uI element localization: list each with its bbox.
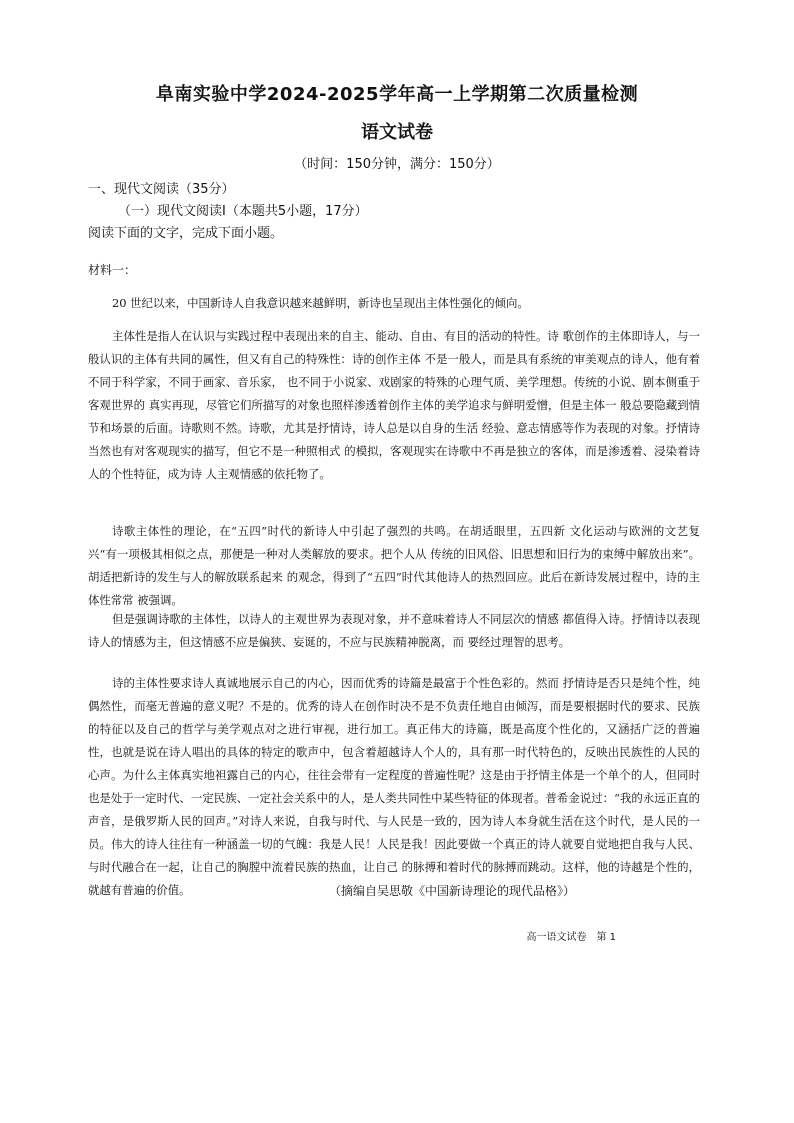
material-paragraph-1: 20 世纪以来，中国新诗人自我意识越来越鲜明，新诗也呈现出主体性强化的倾向。 [112,296,529,310]
material-paragraph-4: 但是强调诗歌的主体性，以诗人的主观世界为表现对象，并不意味着诗人不同层次的情感 都值得入诗。抒情诗以表现诗人的情感为主，但这情感不应是偏狭、妄诞的，不应与民族精神脱离，而 要经过理智的思考。 [88,612,700,649]
reading-instruction: 阅读下面的文字，完成下面小题。 [88,226,284,241]
material-paragraph-5: 诗的主体性要求诗人真诚地展示自己的内心，因而优秀的诗篇是最富于个性色彩的。然而 抒情诗是否只是纯个性，纯偶然性，而毫无普遍的意义呢？不是的。优秀的诗人在创作时决不是不负责任地自由倾泻，而是要根据时代的要求、民族的特征以及自己的哲学与美学观点对之进行审视，进行加工。真正伟大的诗篇，既是高度个性化的，又涵括广泛的普遍性，也就是说在诗人唱出的具体的特定的歌声中，包含着超越诗人个人的，具有那一时代特色的，反映出民族性的人民的心声。为什么主体真实地袒露自己的内心，往往会带有一定程度的普遍性呢？这是由于抒情主体是一个单个的人，但同时也是处于一定时代、一定民族、一定社会关系中的人，是人类共同性中某些特征的体现者。普希金说过：“我的永远正直的声音，是俄罗斯人民的回声。”对诗人来说，自我与时代、与人民是一致的，因为诗人本身就生活在这个时代，是人民的一员。伟大的诗人往往有一种涵盖一切的气魄：我是人民！人民是我！因此要做一个真正的诗人就要自觉地把自我与人民、与时代融合在一起，让自己的胸膛中流着民族的热血，让自己 的脉搏和着时代的脉搏而跳动。这样，他的诗越是个性的，就越有普遍的价值。 [88,676,700,897]
source-citation: （摘编自吴思敬《中国新诗理论的现代品格》） [328,884,575,898]
exam-title: 阜南实验中学2024-2025学年高一上学期第二次质量检测 [155,84,639,105]
material-paragraph-2: 主体性是指人在认识与实践过程中表现出来的自主、能动、自由、有目的活动的特性。诗 歌创作的主体即诗人，与一般认识的主体有共同的属性，但又有自己的特殊性：诗的创作主体 不是一般人，而是具有系统的审美观点的诗人，他有着不同于科学家，不同于画家、音乐家， 也不同于小说家、戏剧家的特殊的心理气质、美学理想。传统的小说、剧本侧重于客观世界的 真实再现，尽管它们所描写的对象也照样渗透着创作主体的美学追求与鲜明爱憎，但是主体一 般总要隐藏到情节和场景的后面。诗歌则不然。诗歌，尤其是抒情诗，诗人总是以自身的生活 经验、意志情感等作为表现的对象。抒情诗当然也有对客观现实的描写，但它不是一种照相式 的模拟，客观现实在诗歌中不再是独立的客体，而是渗透着、浸染着诗人的个性特征，成为诗 人主观情感的依托物了。 [88,329,700,481]
section-heading: 一、现代文阅读（35分） [88,182,235,197]
subsection-heading: （一）现代文阅读Ⅰ（本题共5小题，17分） [118,204,368,219]
page-footer: 高一语文试卷 第 1 [526,932,616,943]
material-paragraph-3: 诗歌主体性的理论，在“五四”时代的新诗人中引起了强烈的共鸣。在胡适眼里，五四新 文化运动与欧洲的文艺复兴“有一项极其相似之点，那便是一种对人类解放的要求。把个人从 传统的旧风俗、旧思想和旧行为的束缚中解放出来”。胡适把新诗的发生与人的解放联系起来 的观念，得到了“五四”时代其他诗人的热烈回应。此后在新诗发展过程中，诗的主体性常常 被强调。 [88,524,700,607]
material-label: 材料一： [88,263,137,277]
time-score-info: （时间：150分钟，满分：150分） [294,157,500,172]
exam-subtitle: 语文试卷 [361,122,433,143]
